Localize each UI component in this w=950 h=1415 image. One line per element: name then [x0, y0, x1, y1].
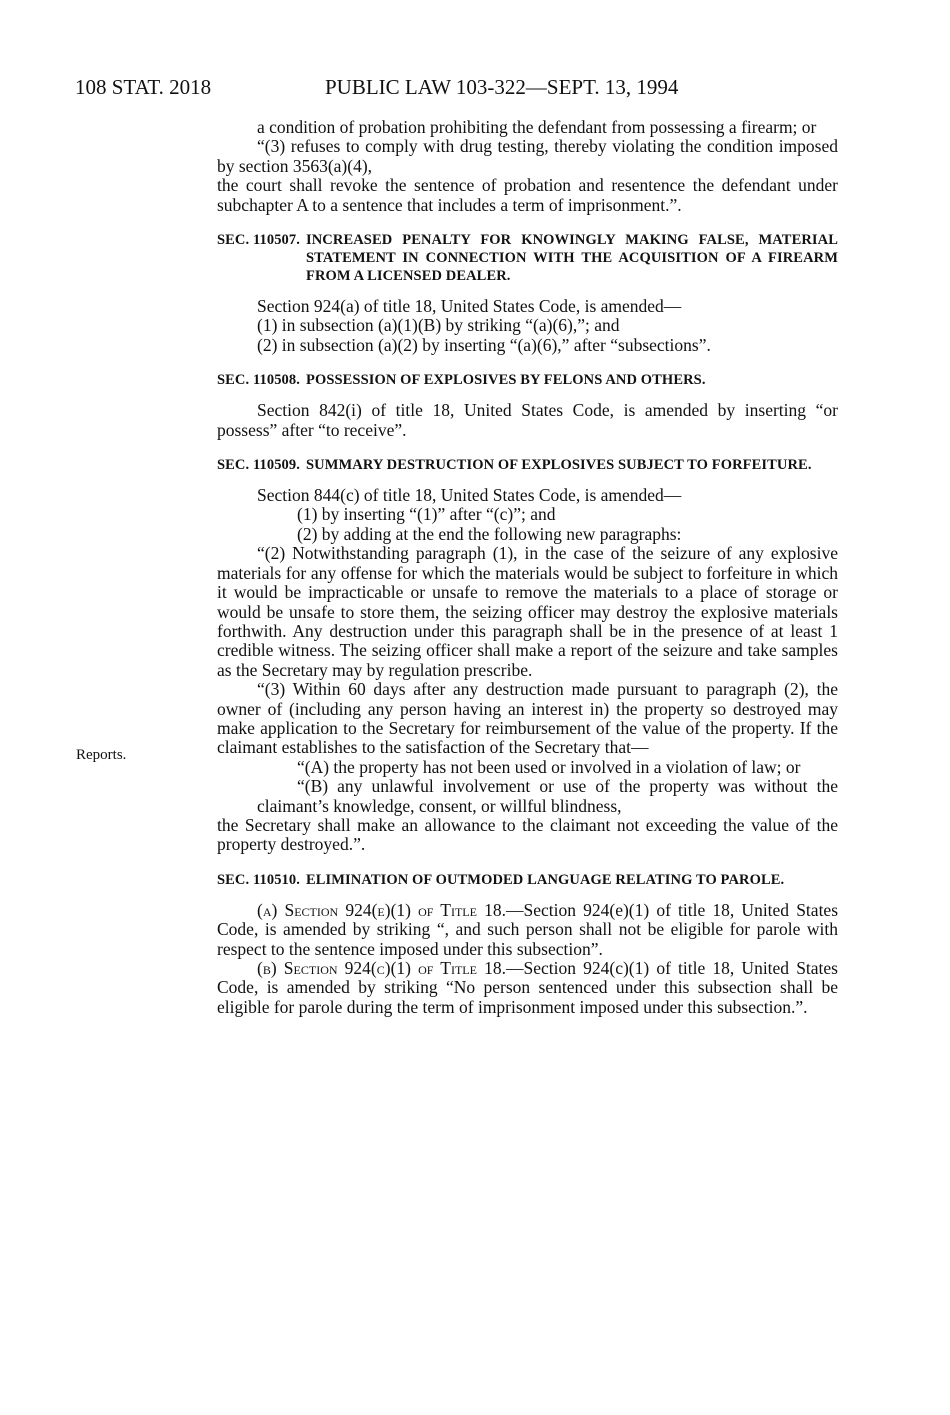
subsection-b-text: —Section 924(c)(1) of title 18, United States Code, is amended by striking “No person sentenced under this subsection shall be eligible for parole during the term of imprisonment imposed under this subsection.”.	[217, 958, 838, 1017]
section-number: SEC. 110508.	[217, 372, 300, 389]
section-title: INCREASED PENALTY FOR KNOWINGLY MAKING FALSE, MATERIAL STATEMENT IN CONNECTION WITH THE ACQUISITION OF A FIREARM FROM A LICENSED DEALER.	[305, 232, 838, 285]
section-110509-paragraph-3: “(3) Within 60 days after any destruction made pursuant to paragraph (2), the owner of (including any person having an interest in) the property so destroyed may make application to the Secretary for reimbursement of the value of the property. If the claimant establishes to the satisfaction of the Secretary that—	[217, 679, 838, 758]
subsection-a-heading: (a) Section 924(e)(1) of Title 18.	[257, 899, 506, 920]
section-110507-item-2: (2) in subsection (a)(2) by inserting “(a)(6),” after “subsections”.	[257, 334, 711, 355]
section-110509-item-A: “(A) the property has not been used or involved in a violation of law; or	[297, 756, 801, 777]
subsection-b-heading: (b) Section 924(c)(1) of Title 18.	[257, 958, 506, 978]
section-110509-item-B: “(B) any unlawful involvement or use of the property was without the claimant’s knowledge, consent, or willful blindness,	[257, 776, 838, 816]
section-110509-intro: Section 844(c) of title 18, United States Code, is amended—	[257, 485, 682, 506]
section-110509-conclusion: the Secretary shall make an allowance to the claimant not exceeding the value of the property destroyed.”.	[217, 814, 838, 855]
section-heading-110509	[217, 456, 838, 474]
document-body	[217, 118, 838, 1017]
continued-clause-3	[177, 137, 838, 176]
continued-paragraph: a condition of probation prohibiting the defendant from possessing a firearm; or	[257, 117, 817, 137]
section-number: SEC. 110507.	[217, 232, 300, 249]
subsection-a-text: —Section 924(e)(1) of title 18, United States Code, is amended by striking “, and such person shall not be eligible for parole with respect to the sentence imposed under this subsection”.	[217, 899, 839, 959]
running-header-stat-page: 108 STAT. 2018	[75, 75, 212, 99]
section-heading-110510	[217, 871, 838, 889]
section-110510-subsection-b	[217, 959, 838, 1017]
section-110509-item-1: (1) by inserting “(1)” after “(c)”; and	[297, 504, 556, 525]
section-title: POSSESSION OF EXPLOSIVES BY FELONS AND OTHERS.	[305, 372, 706, 389]
section-number: SEC. 110510.	[217, 871, 300, 888]
section-110507-item-1: (1) in subsection (a)(1)(B) by striking “(a)(6),”; and	[257, 315, 620, 336]
section-heading-110508	[217, 371, 838, 389]
running-header-law-title: PUBLIC LAW 103-322—SEPT. 13, 1994	[325, 75, 679, 99]
clause-3-text: “(3) refuses to comply with drug testing, thereby violating the condition imposed by section 3563(a)(4),	[217, 136, 838, 176]
section-heading-110507	[217, 231, 838, 285]
section-title: SUMMARY DESTRUCTION OF EXPLOSIVES SUBJECT TO FORFEITURE.	[305, 457, 812, 474]
section-title: ELIMINATION OF OUTMODED LANGUAGE RELATING TO PAROLE.	[305, 871, 785, 888]
section-110509-item-2: (2) by adding at the end the following new paragraphs:	[297, 523, 682, 544]
margin-note-reports: Reports.	[76, 747, 127, 763]
section-110509-paragraph-2: “(2) Notwithstanding paragraph (1), in the case of the seizure of any explosive materials for any offense for which the materials would be subject to forfeiture in which it would be impracticable or unsafe to remove the materials to a place of storage or would be unsafe to store them, the seizing officer may destroy the explosive materials forthwith. Any destruction under this paragraph shall be in the presence of at least 1 credible witness. The seizing officer shall make a report of the seizure and take samples as the Secretary may by regulation prescribe.	[217, 543, 838, 680]
section-110507-intro: Section 924(a) of title 18, United States Code, is amended—	[257, 296, 682, 317]
section-110508-text: Section 842(i) of title 18, United States Code, is amended by inserting “or possess” after “to receive”.	[217, 400, 838, 440]
section-110510-subsection-a	[217, 901, 838, 959]
section-number: SEC. 110509.	[217, 457, 300, 474]
continued-conclusion: the court shall revoke the sentence of probation and resentence the defendant under subchapter A to a sentence that includes a term of imprisonment.”.	[217, 175, 838, 215]
